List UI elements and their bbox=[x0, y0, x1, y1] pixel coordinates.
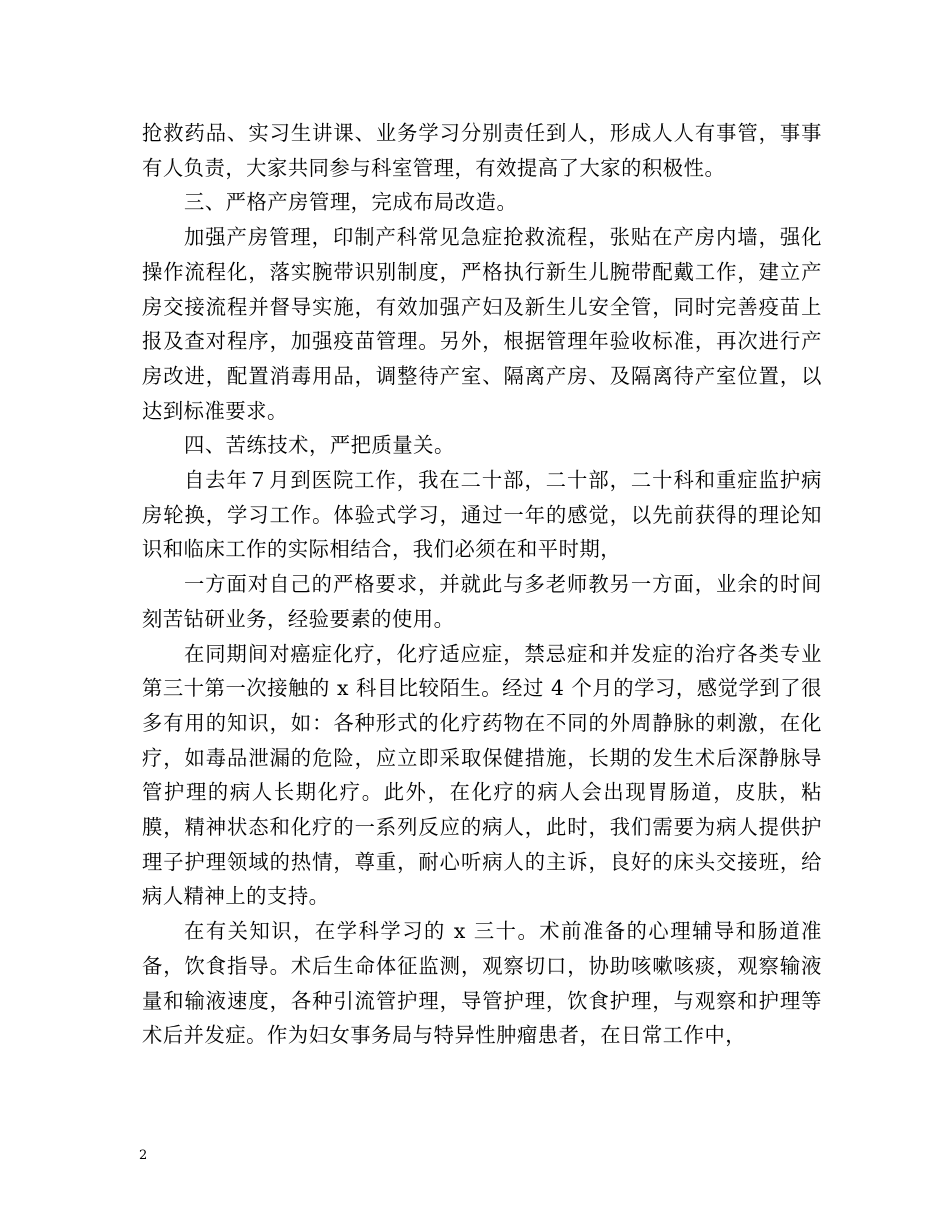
paragraph-7: 在同期间对癌症化疗，化疗适应症，禁忌症和并发症的治疗各类专业第三十第一次接触的 x 科目比较陌生。经过 4 个月的学习，感觉学到了很多有用的知识，如：各种形式的化疗药物在不同的外周静脉的刺激，在化疗，如毒品泄漏的危险，应立即采取保健措施，长期的发生术后深静脉导管护理的病人长期化疗。此外，在化疗的病人会出现胃肠道，皮肤，粘膜，精神状态和化疗的一系列反应的病人，此时，我们需要为病人提供护理子护理领域的热情，尊重，耐心听病人的主诉，良好的床头交接班，给病人精神上的支持。 bbox=[142, 641, 822, 909]
paragraph-8: 在有关知识，在学科学习的 x 三十。术前准备的心理辅导和肠道准备，饮食指导。术后生命体征监测，观察切口，协助咳嗽咳痰，观察输液量和输液速度，各种引流管护理，导管护理，饮食护理，与观察和护理等术后并发症。作为妇女事务局与特异性肿瘤患者，在日常工作中， bbox=[142, 919, 822, 1048]
paragraph-6: 一方面对自己的严格要求，并就此与多老师教另一方面，业余的时间刻苦钻研业务，经验要素的使用。 bbox=[142, 572, 822, 631]
paragraph-5: 自去年７月到医院工作，我在二十部，二十部，二十科和重症监护病房轮换，学习工作。体验式学习，通过一年的感觉，以先前获得的理论知识和临床工作的实际相结合，我们必须在和平时期， bbox=[142, 468, 822, 562]
section-heading-3: 三、严格产房管理，完成布局改造。 bbox=[184, 190, 518, 215]
paragraph-3: 加强产房管理，印制产科常见急症抢救流程，张贴在产房内墙，强化操作流程化，落实腕带识别制度，严格执行新生儿腕带配戴工作，建立产房交接流程并督导实施，有效加强产妇及新生儿安全管，同时完善疫苗上报及查对程序，加强疫苗管理。另外，根据管理年验收标准，再次进行产房改进，配置消毒用品，调整待产室、隔离产房、及隔离待产室位置，以达到标准要求。 bbox=[142, 225, 822, 423]
paragraph-1: 抢救药品、实习生讲课、业务学习分别责任到人，形成人人有事管，事事有人负责，大家共同参与科室管理，有效提高了大家的积极性。 bbox=[142, 121, 822, 180]
section-heading-4: 四、苦练技术，严把质量关。 bbox=[184, 433, 455, 458]
body-text bbox=[142, 116, 822, 1053]
page-number: 2 bbox=[139, 1148, 148, 1163]
